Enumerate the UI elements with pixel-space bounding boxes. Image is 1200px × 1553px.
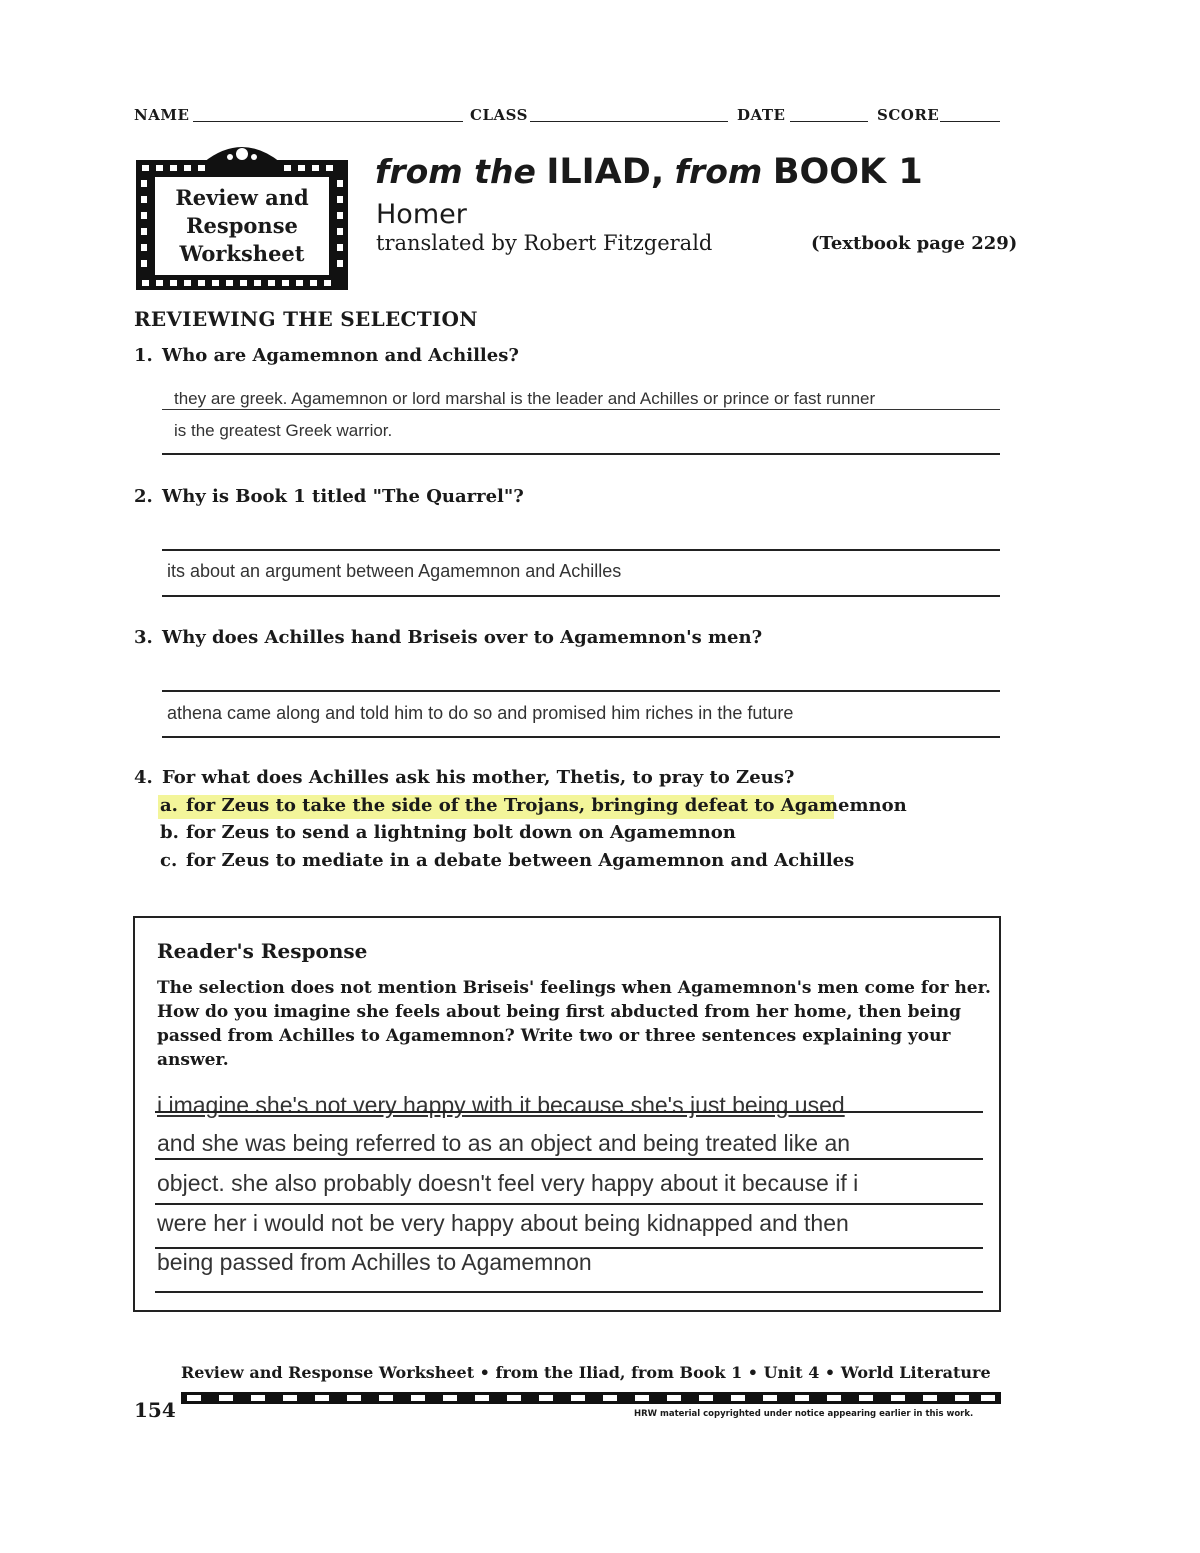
response-answer-line-5[interactable]: being passed from Achilles to Agamemnon <box>157 1249 592 1275</box>
response-answer-line-3[interactable]: object. she also probably doesn't feel very happy about it because if i <box>157 1170 859 1196</box>
film-strip-icon <box>181 1392 1001 1404</box>
option-letter-a: a. <box>160 795 178 816</box>
question-text: For what does Achilles ask his mother, Thetis, to pray to Zeus? <box>162 767 795 788</box>
answer-line <box>162 409 1000 410</box>
option-a[interactable]: for Zeus to take the side of the Trojans, bringing defeat to Agamemnon <box>186 795 907 816</box>
answer-line <box>162 736 1000 738</box>
response-answer-line-1[interactable]: i imagine she's not very happy with it because she's just being used <box>157 1092 845 1118</box>
date-field[interactable] <box>790 121 868 122</box>
readers-response-heading: Reader's Response <box>157 939 368 963</box>
name-label: NAME <box>134 106 190 124</box>
answer-text[interactable]: is the greatest Greek warrior. <box>174 421 393 440</box>
page-number: 154 <box>134 1398 176 1422</box>
prompt-line: passed from Achilles to Agamemnon? Write two or three sentences explaining your <box>157 1026 951 1046</box>
copyright-notice: HRW material copyrighted under notice appearing earlier in this work. <box>634 1409 974 1419</box>
author: Homer <box>376 199 467 230</box>
answer-line <box>155 1111 983 1113</box>
response-answer-line-4[interactable]: were her i would not be very happy about being kidnapped and then <box>157 1210 849 1236</box>
answer-line <box>162 453 1000 455</box>
page-title <box>375 152 923 192</box>
option-letter-c: c. <box>160 850 178 871</box>
title-book: BOOK 1 <box>772 152 923 192</box>
question-text: Who are Agamemnon and Achilles? <box>162 345 519 366</box>
answer-line <box>155 1291 983 1293</box>
option-b[interactable]: for Zeus to send a lightning bolt down on Agamemnon <box>186 822 736 843</box>
class-field[interactable] <box>530 121 728 122</box>
answer-line <box>155 1203 983 1205</box>
section-heading: REVIEWING THE SELECTION <box>134 307 478 331</box>
prompt-line: The selection does not mention Briseis' feelings when Agamemnon's men come for her. <box>157 978 991 998</box>
question-number: 4. <box>134 767 153 788</box>
title-iliad: ILIAD, <box>546 152 665 192</box>
prompt-line: How do you imagine she feels about being first abducted from her home, then being <box>157 1002 961 1022</box>
response-answer-line-2[interactable]: and she was being referred to as an object and being treated like an <box>157 1130 851 1156</box>
question-text: Why does Achilles hand Briseis over to Agamemnon's men? <box>162 627 763 648</box>
answer-text[interactable]: its about an argument between Agamemnon and Achilles <box>167 561 622 581</box>
option-c[interactable]: for Zeus to mediate in a debate between Agamemnon and Achilles <box>186 850 855 871</box>
worksheet-badge <box>134 140 350 292</box>
title-from: from <box>674 152 763 191</box>
badge-line-1: Review and <box>175 185 309 210</box>
footer-text: Review and Response Worksheet • from the Iliad, from Book 1 • Unit 4 • World Literature <box>181 1363 991 1382</box>
footer-film-strip <box>181 1389 1001 1401</box>
question-number: 3. <box>134 627 153 648</box>
question-number: 2. <box>134 486 153 507</box>
question-text: Why is Book 1 titled "The Quarrel"? <box>162 486 524 507</box>
question-number: 1. <box>134 345 153 366</box>
answer-text[interactable]: they are greek. Agamemnon or lord marshal is the leader and Achilles or prince or fast runner <box>174 389 876 408</box>
answer-line <box>162 595 1000 597</box>
translator: translated by Robert Fitzgerald <box>376 231 713 255</box>
badge-line-3: Worksheet <box>179 241 305 266</box>
score-field[interactable] <box>940 121 1000 122</box>
answer-line <box>162 690 1000 692</box>
answer-text[interactable]: athena came along and told him to do so and promised him riches in the future <box>167 703 794 723</box>
answer-line <box>162 549 1000 551</box>
option-letter-b: b. <box>160 822 179 843</box>
answer-line <box>155 1158 983 1160</box>
textbook-page: (Textbook page 229) <box>811 233 1018 254</box>
class-label: CLASS <box>470 106 528 124</box>
prompt-line: answer. <box>157 1050 229 1070</box>
name-field[interactable] <box>193 121 463 122</box>
readers-response-box <box>133 916 1001 1312</box>
title-from-the: from the <box>375 152 536 191</box>
badge-line-2: Response <box>186 213 298 238</box>
score-label: SCORE <box>877 106 940 124</box>
date-label: DATE <box>737 106 786 124</box>
readers-response-prompt <box>157 976 991 1072</box>
